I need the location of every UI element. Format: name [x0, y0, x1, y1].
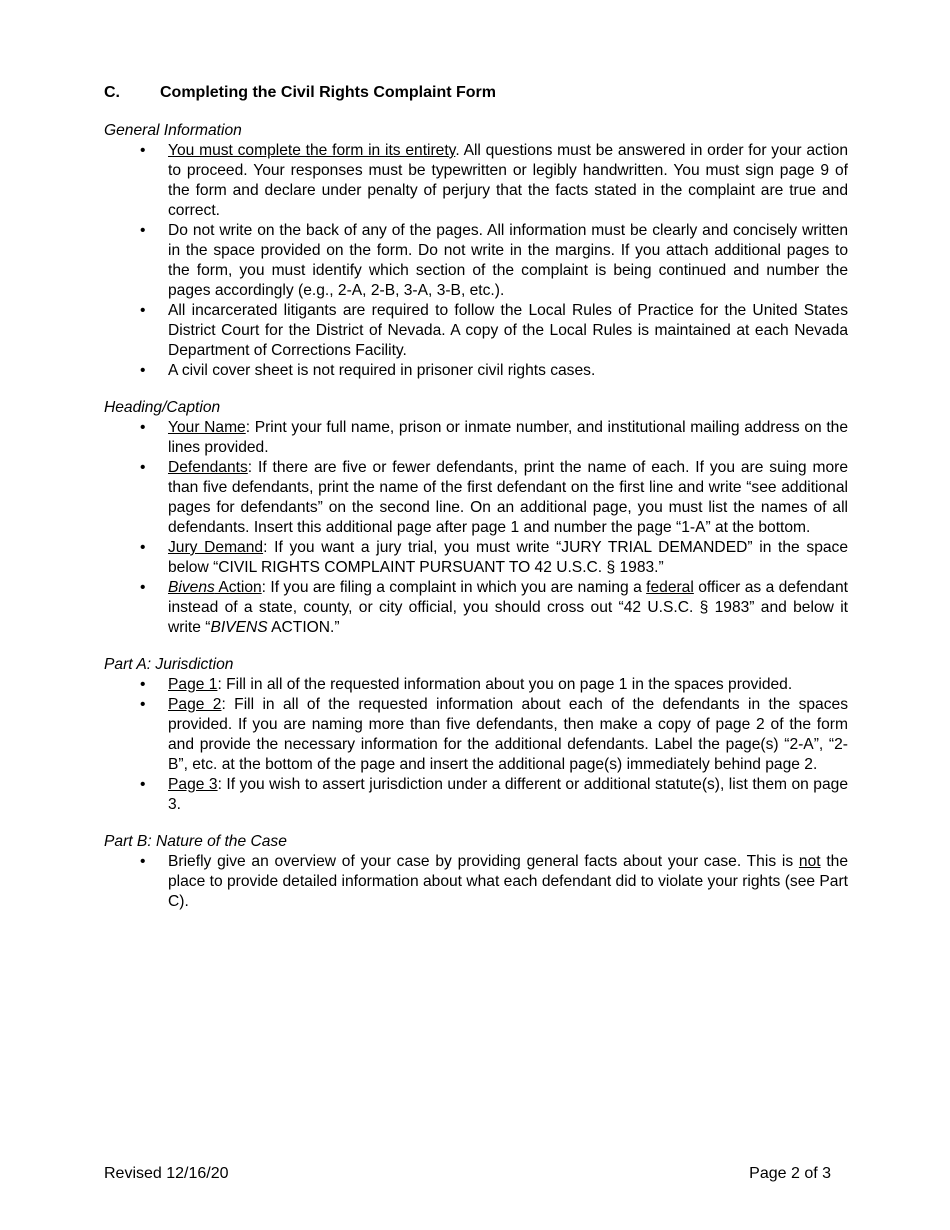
- list-item: • A civil cover sheet is not required in prisoner civil rights cases.: [140, 362, 596, 379]
- bullet-icon: •: [140, 853, 146, 870]
- list-item: • Bivens Action: If you are filing a complaint in which you are naming a federal officer as a defendant instead of a state, county, or city official, you should cross out “42 U.S.C. § 1983” and below it write “BIVENS ACTION.”: [140, 579, 849, 636]
- bullet-icon: •: [140, 302, 146, 319]
- bullet-icon: •: [140, 222, 146, 239]
- bullet-icon: •: [140, 539, 146, 556]
- part-b-list: [104, 852, 848, 912]
- heading-caption-section: [104, 398, 848, 638]
- list-item: • You must complete the form in its entirety. All questions must be answered in order for your action to proceed. Your responses must be typewritten or legibly handwritten. You must sign page 9 of the form and declare under penalty of perjury that the facts stated in the complaint are true and correct.: [140, 142, 848, 219]
- part-b-title: Part B: Nature of the Case: [104, 833, 287, 850]
- list-item: • Do not write on the back of any of the pages. All information must be clearly and concisely written in the space provided on the form. Do not write in the margins. If you attach additional pages to the form, you must identify which section of the complaint is being continued and number the pages accordingly (e.g., 2-A, 2-B, 3-A, 3-B, etc.).: [140, 222, 848, 299]
- list-item: • Jury Demand: If you want a jury trial, you must write “JURY TRIAL DEMANDED” in the space below “CIVIL RIGHTS COMPLAINT PURSUANT TO 42 U.S.C. § 1983.”: [140, 539, 849, 576]
- bullet-icon: •: [140, 579, 146, 596]
- list-item: • Page 1: Fill in all of the requested information about you on page 1 in the spaces provided.: [140, 676, 793, 693]
- section-title: Completing the Civil Rights Complaint Form: [160, 84, 496, 101]
- list-item: • Briefly give an overview of your case by providing general facts about your case. This is not the place to provide detailed information about what each defendant did to violate your rights (see Part C).: [140, 853, 849, 910]
- list-item: • All incarcerated litigants are required to follow the Local Rules of Practice for the United States District Court for the District of Nevada. A copy of the Local Rules is maintained at each Nevada Department of Corrections Facility.: [140, 302, 848, 359]
- general-information-title: General Information: [104, 122, 242, 139]
- document-body: [104, 121, 848, 929]
- list-item: • Page 2: Fill in all of the requested information about each of the defendants in the spaces provided. If you are naming more than five defendants, then make a copy of page 2 of the form and provide the necessary information for the additional defendants. Label the page(s) “2-A”, “2-B”, etc. at the bottom of the page and insert the additional page(s) immediately behind page 2.: [140, 696, 848, 773]
- general-information-list: [104, 141, 848, 381]
- bullet-icon: •: [140, 419, 146, 436]
- heading-caption-title: Heading/Caption: [104, 399, 221, 416]
- list-item: • Defendants: If there are five or fewer defendants, print the name of each. If you are suing more than five defendants, print the name of the first defendant on the first line and write “see additional pages for defendants” on the second line. On an additional page, you must list the names of all defendants. Insert this additional page after page 1 and number the page “1-A” at the bottom.: [140, 459, 848, 536]
- list-item: • Your Name: Print your full name, prison or inmate number, and institutional mailing address on the lines provided.: [140, 419, 848, 456]
- section-letter: C.: [104, 84, 120, 101]
- section-heading: [104, 84, 496, 102]
- bullet-icon: •: [140, 776, 146, 793]
- page-number: Page 2 of 3: [749, 1165, 831, 1182]
- revision-date: Revised 12/16/20: [104, 1165, 229, 1182]
- part-a-list: [104, 675, 848, 815]
- bullet-icon: •: [140, 676, 146, 693]
- part-a-section: [104, 655, 848, 815]
- bullet-icon: •: [140, 696, 146, 713]
- bullet-icon: •: [140, 362, 146, 379]
- part-b-section: [104, 832, 848, 912]
- general-information-section: [104, 121, 848, 381]
- part-a-title: Part A: Jurisdiction: [104, 656, 234, 673]
- heading-caption-list: [104, 418, 848, 638]
- bullet-icon: •: [140, 142, 146, 159]
- bullet-icon: •: [140, 459, 146, 476]
- list-item: • Page 3: If you wish to assert jurisdiction under a different or additional statute(s), list them on page 3.: [140, 776, 848, 813]
